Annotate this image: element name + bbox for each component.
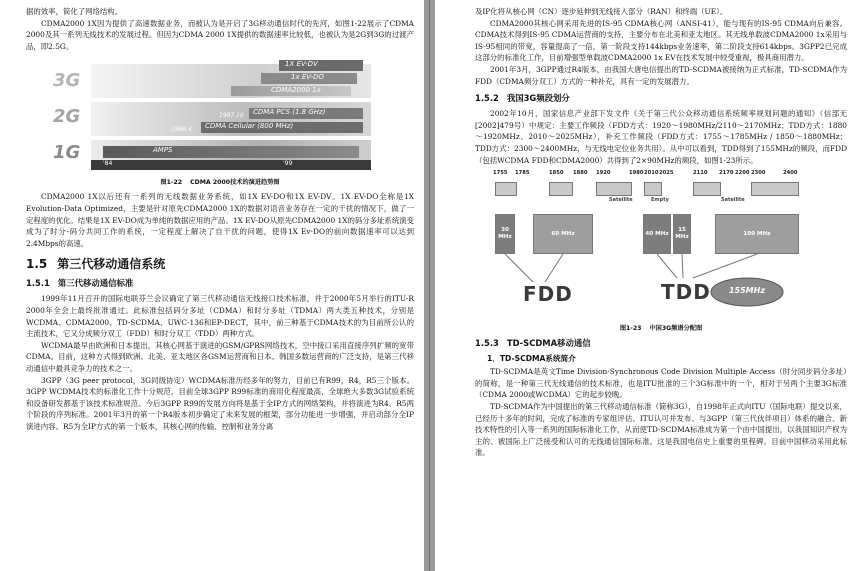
caption-text: 中国3G频谱分配图: [649, 325, 703, 333]
paragraph: CDMA2000 1X以后还有一系列的无线数据业务系统，如1X EV-DO和1X EV-DV。1X EV-DO全称是1X Evolution-Data Optimized，主要是针对原先CDMA2000 1X的数据对语音业务存在一定的干扰的情况下，做了一定程度的优化。结果是1X EV-DO成为单纯的数据应用的产品。1X EV-DO从原先CDMA2000 1X的码分多址系统演变成为了时分-码分共同工作的系统，一定程度上解决了自干扰的问题，使得1X Ev-DO的前向数据速率可以达到2.4Mbps的高速。: [26, 192, 414, 248]
figure-caption: [475, 323, 847, 332]
band-1x-ev-do: 1x EV-DO: [261, 73, 357, 84]
paragraph: CDMA2000 1X因为提供了高速数据业务，而被认为是开启了3G移动通信时代的先河，如图1-22展示了CDMA 2000及其一系列无线技术的发展过程。但因为CDMA 2000 1X提供的数据速率比较低，也被认为是2G到3G的过渡产品，即2.5G。: [26, 18, 414, 51]
figure-caption: [26, 177, 414, 186]
subsection-number: 1.5.1: [26, 278, 50, 289]
oval-label: 155MHz: [728, 286, 765, 296]
caption-number: 图1-22: [160, 179, 183, 187]
band-block: [549, 182, 573, 196]
band-amps: AMPS: [103, 146, 359, 158]
paragraph: 据的效率，简化了网络结构。: [26, 7, 123, 16]
right-page: [435, 0, 859, 571]
subsection-number: 1.5.3: [475, 338, 499, 349]
empty-label: Empty: [651, 197, 669, 204]
gen-1g-label: 1G: [53, 142, 81, 164]
band-block: [693, 182, 721, 196]
freq-label: 1755: [493, 170, 508, 177]
subsection-heading: [26, 277, 414, 289]
section-number: 1.5: [26, 257, 48, 272]
band-1x-ev-dv: 1X EV-DV: [279, 60, 363, 71]
timeline-bar: [91, 160, 371, 170]
band-15mhz: 15 MHz: [673, 214, 691, 254]
band-cdma2000-1x: CDMA2000 1x: [231, 86, 351, 96]
item-heading: 1．TD-SCDMA系统简介: [487, 354, 576, 364]
band-60mhz: 60 MHz: [533, 214, 593, 254]
freq-label: 1850: [549, 170, 564, 177]
paragraph: 及IP化将从核心网（CN）逐步延伸到无线接入部分（RAN）和终端（UE）。: [475, 7, 728, 16]
paragraph: 2001年3月，3GPP通过R4版本，由我国大唐电信提出的TD-SCDMA被接纳为正式标准，TD-SCDMA作为FDD（CDMA频分双工）方式的一种补充，具有一定的发展潜力。: [475, 64, 847, 86]
subsection-heading: [475, 92, 847, 104]
freq-label: 1785: [515, 170, 530, 177]
subsection-title: 第三代移动通信标准: [57, 278, 134, 289]
gen-3g-label: 3G: [53, 70, 81, 92]
tick-99: '99: [283, 160, 293, 168]
subsection-heading: [475, 337, 847, 349]
satellite-label: Satellite: [609, 197, 633, 204]
tick-84: '84: [103, 160, 113, 168]
band-block: [644, 182, 662, 196]
freq-label: 1980: [629, 170, 644, 177]
paragraph: CDMA2000其核心网采用先进的IS-95 CDMA核心网（ANSI-41），能与现有的IS-95 CDMA向后兼容。CDMA技术得到IS-95 CDMA运营商的支持，主要分布在北美和亚太地区。其无线单载波CDMA2000 1x采用与IS-95相同的带宽，容量提高了一倍，第一阶段支持144kbps业务速率，第二阶段支持614kbps。3GPP2已完成这部分的标准化工作，目前增强型单载波CDMA2000 1x EV在技术发展中较受重视，极具商用潜力。: [475, 18, 847, 63]
page-divider: [429, 0, 430, 571]
paragraph: 2002年10月，国家信息产业部下发文件《关于第三代公众移动通信系统频率规划问题的通知》（信部无[2002]479号）中规定：主要工作频段（FDD方式：1920～1980MHz/2110～2170MHz；TDD方式：1880～1920MHz、2010～2025MHz），补充工作频段（FDD方式：1755～1785MHz / 1850～1880MHz；TDD方式：2300～2400MHz，与无线电定位业务共用）。从中可以看到，TDD得到了155MHz的频段，而FDD（包括WCDMA FDD和CDMA2000）共得到了2×90MHz的频段，如图1-23所示。: [475, 109, 847, 165]
figure-china-3g-spectrum: [493, 170, 801, 320]
freq-label: 2010: [644, 170, 659, 177]
subsection-number: 1.5.2: [475, 93, 499, 104]
freq-label: 1880: [573, 170, 588, 177]
date-1996-4: 1996.4: [171, 126, 192, 134]
band-40mhz: 40 MHz: [643, 214, 671, 254]
paragraph: TD-SCDMA作为中国提出的第三代移动通信标准（简称3G），自1998年正式向ITU（国际电联）提交以来，已经历十多年的时间，完成了标准的专家组评估、ITU认可并发布、与3GPP（第三代伙伴项目）体系的融合、新技术特性的引入等一系列的国际标准化工作，从而使TD-SCDMA标准成为第一个由中国提出，以我国知识产权为主的、被国际上广泛接受和认可的无线通信国际标准。这是我国电信史上重要的里程碑。目前中国移动采用此标准。: [475, 401, 847, 458]
satellite-label: Satellite: [721, 197, 745, 204]
freq-label: 2170: [719, 170, 734, 177]
band-100mhz: 100 MHz: [715, 214, 799, 254]
tdd-label: TDD: [661, 280, 711, 305]
band-30mhz: 30 MHz: [495, 214, 515, 254]
fdd-label: FDD: [523, 282, 573, 307]
freq-label: 2200: [735, 170, 750, 177]
figure-cdma2000-evolution: [51, 56, 371, 174]
date-2000-10: 2000.10: [255, 97, 280, 105]
section-heading: [26, 255, 414, 272]
freq-label: 2400: [783, 170, 798, 177]
section-title: 第三代移动通信系统: [57, 257, 166, 272]
band-cdma-pcs: CDMA PCS (1.8 GHz): [249, 108, 363, 119]
freq-label: 2110: [693, 170, 708, 177]
paragraph: 3GPP（3G peer protocol，3G同级协定）WCDMA标准历经多年的努力，目前已有R99，R4，R5三个版本。3GPP WCDMA技术的标准化工作十分规范，目前全球3GPP R99标准的商用化程度最高，全球绝大多数3G试验系统和设备研发都基于该技术标准规范。今后3GPP R99的发展方向将是基于全IP方式的网络架构，并将演进为R4、R5两个阶段的序列标准。2001年3月的第一个R4版本初步确定了未来发展的框架，部分功能进一步增强，并启动部分全IP演进内容。R5为全IP方式的第一个版本，其核心网的传输、控制和业务分离: [26, 375, 414, 431]
caption-text: CDMA 2000技术的演进趋势图: [190, 179, 280, 187]
date-1997-10: 1997.10: [219, 112, 244, 120]
freq-label: 2025: [659, 170, 674, 177]
subsection-title: TD-SCDMA移动通信: [506, 338, 591, 349]
freq-label: 2300: [751, 170, 766, 177]
band-block: [751, 182, 799, 196]
paragraph: WCDMA最早由欧洲和日本提出，其核心网基于演进的GSM/GPRS网络技术，空中接口采用直接序列扩频的宽带CDMA。目前，这种方式得到欧洲、北美、亚太地区各GSM运营商和日本、韩国多数运营商的广泛支持，是第三代移动通信中最具竞争力的技术之一。: [26, 340, 414, 373]
subsection-title: 我国3G频段划分: [506, 93, 570, 104]
paragraph: 1999年11月召开的国际电联芬兰会议确定了第三代移动通信无线接口技术标准，并于2000年5月举行的ITU-R 2000年全会上最终批准通过。此标准包括码分多址（CDMA）和时分多址（TDMA）两大类五种技术，分别是WCDMA、CDMA2000、TD-SCDMA、UWC-136和EP-DECT，其中，前三种基于CDMA技术的为目前所公认的主流技术，它又分成频分双工（FDD）和时分双工（TDD）两种方式。: [26, 294, 414, 339]
freq-label: 1920: [596, 170, 611, 177]
gen-2g-label: 2G: [53, 106, 81, 128]
band-block: [596, 182, 632, 196]
band-cdma-cellular: CDMA Cellular (800 MHz): [201, 122, 363, 133]
paragraph: TD-SCDMA是英文Time Division-Synchronous Code Division Multiple Access（时分同步码分多址）的简称，是一种第三代无线通信的技术标准，也是ITU批准的三个3G标准中的一个，相对于另两个主要3G标准（CDMA 2000或WCDMA）它的起步较晚。: [475, 367, 847, 400]
band-block: [495, 182, 517, 196]
caption-number: 图1-23: [619, 325, 642, 333]
left-page: [0, 0, 424, 571]
